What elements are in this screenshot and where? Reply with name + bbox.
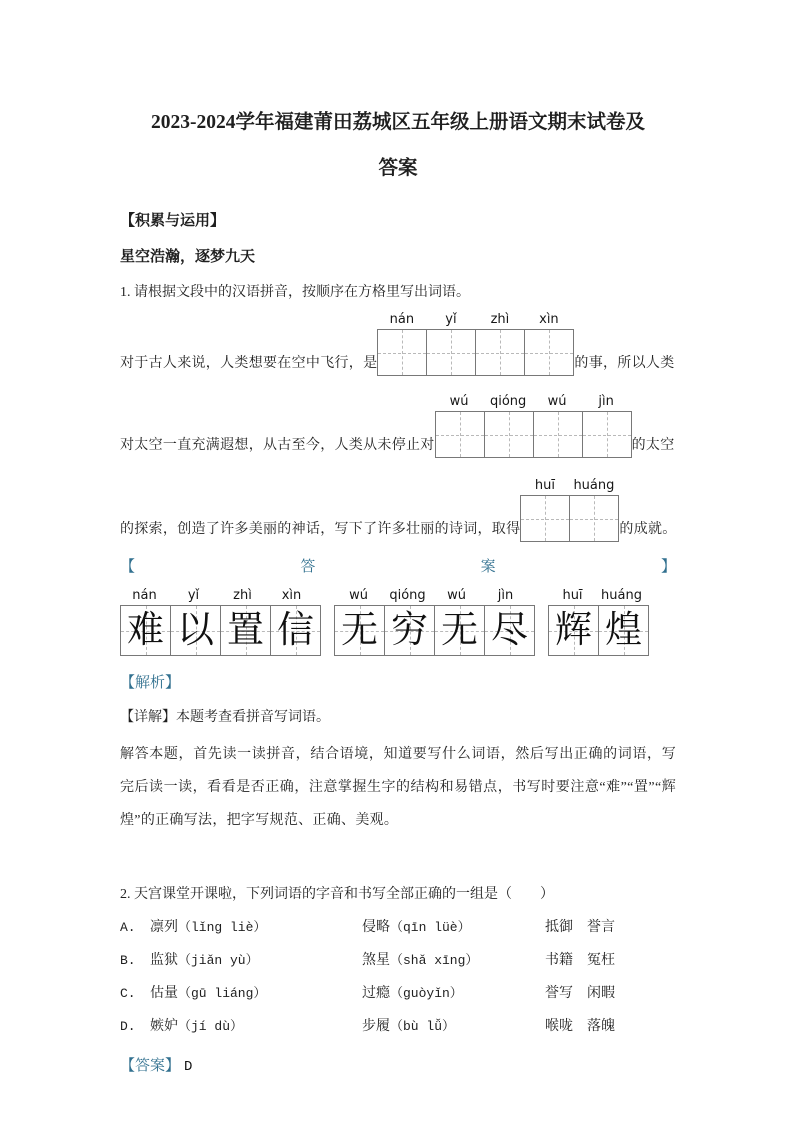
pinyin-row <box>334 588 535 604</box>
q1-context-line-1 <box>120 312 676 376</box>
writing-box <box>583 412 631 457</box>
option-word-1 <box>150 950 362 972</box>
title-line-1: 2023-2024学年福建莆田荔城区五年级上册语文期末试卷及 <box>151 112 645 133</box>
word-text: 凛列 <box>150 920 178 935</box>
answer-box <box>485 606 534 655</box>
pinyin-row <box>120 588 321 604</box>
answer-box <box>271 606 320 655</box>
q2-answer-label: 【答案】 <box>120 1058 181 1074</box>
word-text: 侵略 <box>362 920 390 935</box>
pinyin-label: xìn <box>539 312 559 327</box>
pinyin-label: wú <box>349 588 368 603</box>
writing-boxes <box>120 605 321 656</box>
option-word-2 <box>362 983 545 1005</box>
pinyin-row <box>377 312 574 328</box>
answer-box <box>221 606 271 655</box>
q1-line3-pre: 的探索，创造了许多美丽的神话，写下了许多壮丽的诗词，取得 <box>120 522 521 537</box>
option-label: B. <box>120 953 136 968</box>
word-pinyin: （gū liáng） <box>178 986 267 1001</box>
answer-grid-word-2 <box>334 588 535 656</box>
writing-box <box>521 496 570 541</box>
pinyin-label: wú <box>449 394 469 409</box>
answer-character: 辉 <box>555 610 592 651</box>
writing-boxes <box>548 605 649 656</box>
page-title <box>120 100 676 192</box>
q1-writing-grid-2 <box>435 394 632 458</box>
answer-header-bracket-open: 【 <box>120 559 136 575</box>
pinyin-label: huī <box>534 478 555 493</box>
pinyin-label: huī <box>562 588 583 603</box>
answer-grid-word-3 <box>548 588 649 656</box>
option-word-1 <box>150 983 362 1005</box>
word-pinyin: （bù lǚ） <box>390 1019 456 1034</box>
option-label: A. <box>120 920 136 935</box>
option-word-1 <box>150 917 362 939</box>
answer-header-char-2: 案 <box>480 559 496 575</box>
option-word-2 <box>362 950 545 972</box>
q1-context-line-3 <box>120 478 676 542</box>
pinyin-row <box>548 588 649 604</box>
answer-character: 以 <box>177 610 214 651</box>
section-heading: 【积累与运用】 <box>120 213 226 229</box>
option-label: C. <box>120 986 136 1001</box>
q1-line2-pre: 对太空一直充满遐想，从古至今，人类从未停止对 <box>120 438 435 453</box>
pinyin-label: nán <box>132 588 157 603</box>
pinyin-label: yǐ <box>445 312 457 327</box>
word-text: 嫉妒 <box>150 1019 178 1034</box>
writing-box <box>476 330 525 375</box>
q1-answer-header <box>120 556 676 578</box>
pinyin-label: zhì <box>490 312 510 327</box>
answer-character: 置 <box>227 610 264 651</box>
option-word-2 <box>362 917 545 939</box>
option-word-3: 抵御 誉言 <box>545 920 615 935</box>
q1-detail-text: 本题考查看拼音写词语。 <box>176 710 330 725</box>
answer-box <box>171 606 221 655</box>
answer-character: 尽 <box>491 610 528 651</box>
option-word-3: 誉写 闲暇 <box>545 986 615 1001</box>
pinyin-label: zhì <box>233 588 252 603</box>
word-pinyin: （lǐng liè） <box>178 920 267 935</box>
pinyin-label: yǐ <box>187 588 200 603</box>
option-word-2 <box>362 1016 545 1038</box>
q2-answer-line <box>120 1055 676 1078</box>
q1-line1-pre: 对于古人来说，人类想要在空中飞行，是 <box>120 356 378 371</box>
word-text: 估量 <box>150 986 178 1001</box>
q1-prompt: 1. 请根据文段中的汉语拼音，按顺序在方格里写出词语。 <box>120 285 470 300</box>
option-word-1 <box>150 1016 362 1038</box>
writing-boxes <box>520 495 619 542</box>
pinyin-label: qióng <box>389 588 426 603</box>
q2-option-c <box>120 983 676 1005</box>
pinyin-label: nán <box>389 312 415 327</box>
writing-box <box>378 330 427 375</box>
pinyin-label: huáng <box>573 478 615 493</box>
option-word-3: 书籍 冤枉 <box>545 953 615 968</box>
word-pinyin: （shǎ xīng） <box>390 953 479 968</box>
answer-header-bracket-close: 】 <box>660 559 676 575</box>
writing-boxes <box>377 329 574 376</box>
q1-writing-grid-1 <box>377 312 574 376</box>
q1-line3-post: 的成就。 <box>619 522 677 537</box>
word-text: 监狱 <box>150 953 178 968</box>
q2-option-b <box>120 950 676 972</box>
q1-writing-grid-3 <box>520 478 619 542</box>
title-line-2: 答案 <box>378 158 418 179</box>
answer-character: 穷 <box>391 610 428 651</box>
answer-character: 煌 <box>605 610 642 651</box>
q1-explanation: 解答本题，首先读一读拼音，结合语境，知道要写什么词语，然后写出正确的词语，写完后读一读，看看是否正确，注意掌握生字的结构和易错点，书写时要注意“难”“置”“辉煌”的正确写法，把字写规范、正确、美观。 <box>120 747 676 828</box>
pinyin-label: huáng <box>601 588 642 603</box>
writing-box <box>570 496 618 541</box>
answer-box <box>121 606 171 655</box>
option-word-3: 喉咙 落魄 <box>545 1019 615 1034</box>
word-text: 煞星 <box>362 953 390 968</box>
answer-character: 信 <box>277 610 314 651</box>
answer-character: 无 <box>341 610 378 651</box>
answer-box <box>385 606 435 655</box>
q1-detail-label: 【详解】 <box>120 710 176 725</box>
pinyin-row <box>520 478 619 494</box>
answer-box <box>435 606 485 655</box>
writing-boxes <box>435 411 632 458</box>
q1-analysis-label: 【解析】 <box>120 675 181 691</box>
writing-box <box>436 412 485 457</box>
pinyin-label: qióng <box>489 394 527 409</box>
answer-header-char-1: 答 <box>300 559 316 575</box>
word-pinyin: （guòyǐn） <box>390 986 463 1001</box>
word-text: 过瘾 <box>362 986 390 1001</box>
answer-character: 无 <box>441 610 478 651</box>
word-pinyin: （jí dù） <box>178 1019 244 1034</box>
q1-answer-grids <box>120 588 676 656</box>
q1-detail-line <box>120 707 676 729</box>
pinyin-label: jìn <box>497 588 514 603</box>
q2-option-a <box>120 917 676 939</box>
q2-prompt: 2. 天宫课堂开课啦，下列词语的字音和书写全部正确的一组是（ ） <box>120 887 554 902</box>
pinyin-label: wú <box>447 588 466 603</box>
q1-line2-post: 的太空 <box>631 438 675 453</box>
answer-box <box>549 606 599 655</box>
q1-line1-post: 的事，所以人类 <box>574 356 675 371</box>
word-pinyin: （qīn lüè） <box>390 920 471 935</box>
word-text: 步履 <box>362 1019 390 1034</box>
writing-box <box>525 330 573 375</box>
option-label: D. <box>120 1019 136 1034</box>
writing-boxes <box>334 605 535 656</box>
q2-answer-value: D <box>184 1059 193 1075</box>
answer-box <box>335 606 385 655</box>
pinyin-row <box>435 394 632 410</box>
answer-grid-word-1 <box>120 588 321 656</box>
writing-box <box>534 412 583 457</box>
section-subheading: 星空浩瀚，逐梦九天 <box>120 249 256 265</box>
writing-box <box>485 412 534 457</box>
writing-box <box>427 330 476 375</box>
pinyin-label: xìn <box>281 588 302 603</box>
q1-context-line-2 <box>120 394 676 458</box>
pinyin-label: wú <box>547 394 567 409</box>
q2-option-d <box>120 1016 676 1038</box>
answer-box <box>599 606 648 655</box>
pinyin-label: jìn <box>598 394 614 409</box>
answer-character: 难 <box>127 610 164 651</box>
word-pinyin: （jiǎn yù） <box>178 953 259 968</box>
